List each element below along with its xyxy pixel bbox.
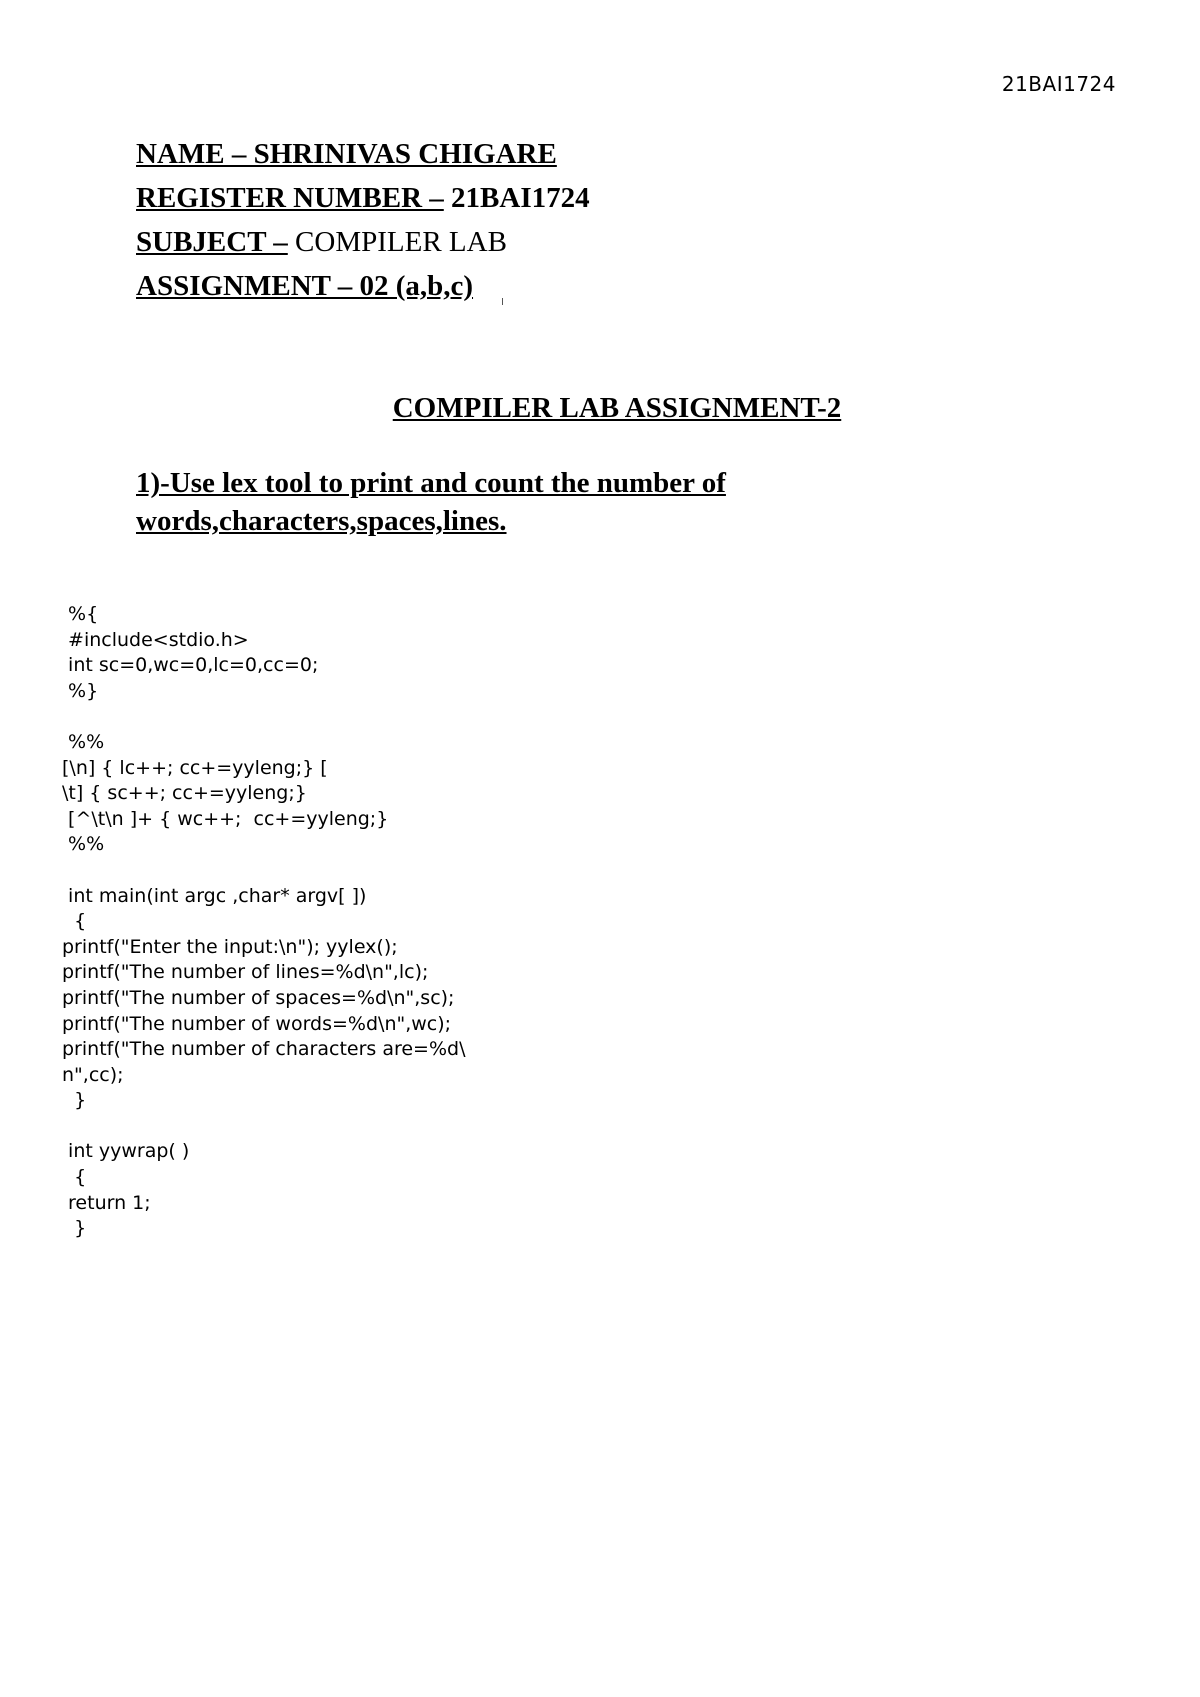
stray-mark	[502, 298, 503, 305]
code-line: %{	[62, 603, 99, 625]
code-line: int yywrap( )	[62, 1140, 190, 1163]
code-line	[62, 858, 466, 884]
code-line: printf("The number of spaces=%d\n",sc);	[62, 986, 455, 1009]
code-block	[62, 602, 466, 1242]
code-line: }	[62, 1089, 87, 1112]
code-line: printf("The number of words=%d\n",wc);	[62, 1012, 452, 1035]
code-line: %%	[62, 730, 105, 753]
register-number-label: REGISTER NUMBER –	[136, 182, 444, 214]
code-line: printf("The number of characters are=%d\	[62, 1038, 466, 1061]
header-register-id: 21BAI1724	[1001, 72, 1116, 96]
code-line	[62, 1114, 466, 1140]
student-info-block	[136, 132, 590, 308]
code-line: printf("The number of lines=%d\n",lc);	[62, 961, 429, 984]
code-line	[62, 704, 466, 730]
register-number-line	[136, 176, 590, 220]
code-line: %}	[62, 679, 99, 702]
question-heading: 1)-Use lex tool to print and count the number of words,characters,spaces,lines.	[136, 467, 726, 537]
code-line: #include<stdio.h>	[62, 628, 249, 651]
code-line: %%	[62, 833, 105, 856]
assignment-line	[136, 264, 590, 308]
name-line	[136, 132, 590, 176]
code-line: n",cc);	[62, 1063, 124, 1086]
register-number-value: 21BAI1724	[443, 182, 590, 214]
subject-value: COMPILER LAB	[287, 226, 507, 258]
code-line: \t] { sc++; cc+=yyleng;}	[62, 782, 307, 805]
code-line: [^\t\n ]+ { wc++; cc+=yyleng;}	[62, 807, 389, 830]
code-line: {	[62, 910, 87, 933]
code-line: int main(int argc ,char* argv[ ])	[62, 884, 367, 907]
subject-label: SUBJECT –	[136, 226, 288, 258]
assignment-text: ASSIGNMENT – 02 (a,b,c)	[136, 270, 474, 302]
name-text: NAME – SHRINIVAS CHIGARE	[136, 138, 557, 170]
code-line: }	[62, 1217, 87, 1240]
code-line: [\n] { lc++; cc+=yyleng;} [	[62, 756, 328, 779]
subject-line	[136, 220, 590, 264]
code-line: {	[62, 1166, 87, 1189]
code-line: int sc=0,wc=0,lc=0,cc=0;	[62, 654, 319, 677]
page-title: COMPILER LAB ASSIGNMENT-2	[392, 392, 842, 424]
code-line: printf("Enter the input:\n"); yylex();	[62, 935, 398, 958]
code-line: return 1;	[62, 1191, 151, 1214]
